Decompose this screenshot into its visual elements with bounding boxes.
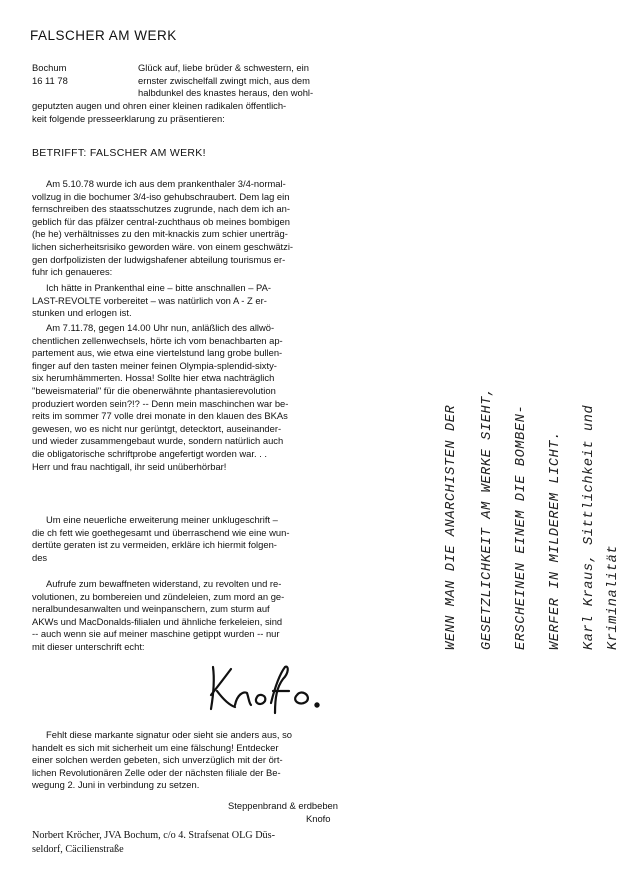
paragraph-2	[32, 282, 362, 320]
quote-line: WENN MAN DIE ANARCHISTEN DER	[444, 404, 459, 650]
quote-line: GESETZLICHKEIT AM WERKE SIEHT,	[480, 387, 495, 650]
continuation-line: geputzten augen und ohren einer kleinen radikalen öffentlich-	[32, 100, 287, 111]
header-city: Bochum	[32, 62, 67, 73]
paragraph-line: finger auf den tasten meiner feinen Olympia-splendid-sixty-	[32, 359, 277, 371]
paragraph-line: stunken und erlogen ist.	[32, 307, 132, 319]
paragraph-line: gewesen, wo es nicht nur gerüntgt, detecktort, auseinander-	[32, 422, 282, 434]
greeting-line: halbdunkel des knastes heraus, den wohl-	[138, 87, 314, 99]
sender-address	[32, 829, 275, 856]
address-line: seldorf, Cäcilienstraße	[32, 843, 124, 855]
paragraph-line: (he he) verhältnisses zu den mit-knackis zum schier unerträg-	[32, 228, 288, 240]
paragraph-line: des	[32, 551, 48, 563]
quote-line: ERSCHEINEN EINEM DIE BOMBEN-	[514, 404, 529, 650]
paragraph-line: LAST-REVOLTE vorbereitet – was natürlich von A - Z er-	[32, 294, 267, 306]
paragraph-line: gen dorfpolizisten der ludwigshafener abteilung tourismus er-	[32, 253, 286, 265]
paragraph-line: partement aus, wie etwa eine viertelstund lang grobe bullen-	[32, 347, 283, 359]
paragraph-line: neralbundesanwalten und weinpanschern, zum sturm auf	[32, 603, 270, 615]
paragraph-line: Fehlt diese markante signatur oder sieht sie anders aus, so	[46, 729, 292, 740]
paragraph-line: die ch fett wie goethegesamt und überraschend wie eine wun-	[32, 526, 290, 538]
paragraph-line: fuhr ich genaueres:	[32, 266, 113, 278]
paragraph-line: Aufrufe zum bewaffneten widerstand, zu revolten und re-	[46, 578, 282, 589]
paragraph-line: reits im sommer 77 volle drei monate in den klauen des BKAs	[32, 410, 288, 422]
paragraph-line: fernschreiben des staatsschutzes zugrunde, nach dem ich an-	[32, 203, 290, 215]
header-date: 16 11 78	[32, 75, 68, 86]
address-line: Norbert Kröcher, JVA Bochum, c/o 4. Strafsenat OLG Düs-	[32, 830, 276, 841]
paragraph-line: lichen Revolutionären Zelle oder der nächsten filiale der Be-	[32, 766, 281, 778]
paragraph-line: die obligatorische schriftprobe angefertigt worden war. . .	[32, 447, 268, 459]
paragraph-3	[32, 322, 362, 473]
paragraph-line: Am 5.10.78 wurde ich aus dem prankenthaler 3/4-normal-	[46, 178, 286, 189]
paragraph-line: -- auch wenn sie auf meiner maschine getippt wurden -- nur	[32, 628, 280, 640]
paragraph-line: einer solchen werden gebeten, sich unverzüglich mit der ört-	[32, 754, 283, 766]
paragraph-line: vollzug in die bochumer 3/4-iso gehubschraubert. Dem lag ein	[32, 190, 290, 202]
greeting	[138, 62, 313, 100]
paragraph-4	[32, 514, 362, 564]
paragraph-line: und wieder zusammengebaut wurde, sondern natürlich auch	[32, 435, 284, 447]
paragraph-line: "beweismaterial" für die obenerwähnte phantasierevolution	[32, 384, 276, 396]
paragraph-line: geblich für das pfälzer central-zuchthaus ob meines bombigen	[32, 215, 290, 227]
continuation-line: keit folgende presseerklarung zu präsentieren:	[32, 112, 225, 124]
paragraph-line: Ich hätte in Prankenthal eine – bitte anschnallen – PA-	[46, 282, 271, 293]
paragraph-line: produziert worden sein?!? -- Denn mein maschinchen war be-	[32, 397, 289, 409]
paragraph-line: volutionen, zu bombereien und zündeleien, zum mord an ge-	[32, 590, 285, 602]
quote-attribution: Kriminalität	[606, 544, 621, 650]
paragraph-line: chentlichen zellenwechsels, hörte ich vom benachbarten ap-	[32, 334, 283, 346]
paragraph-1	[32, 178, 362, 279]
paragraph-line: Um eine neuerliche erweiterung meiner unklugeschrift –	[46, 514, 278, 525]
quote-attribution: Karl Kraus, Sittlichkeit und	[582, 404, 597, 650]
greeting-continuation	[32, 100, 362, 125]
paragraph-line: Am 7.11.78, gegen 14.00 Uhr nun, anläßlich des allwö-	[46, 322, 275, 333]
closing-line: Steppenbrand & erdbeben	[228, 800, 338, 811]
closing-name: Knofo	[306, 813, 331, 824]
paragraph-line: six herumhämmerten. Hossa! Sollte hier etwa nachträglich	[32, 372, 275, 384]
paragraph-line: Herr und frau nachtigall, ihr seid unüberhörbar!	[32, 460, 227, 472]
paragraph-6	[32, 729, 362, 792]
paragraph-line: lichen sicherheitsrisiko geworden wäre. von einem geschwätzi-	[32, 240, 294, 252]
greeting-line: ernster zwischelfall zwingt mich, aus dem	[138, 74, 310, 86]
paragraph-line: AKWs und MacDonalds-filialen und ähnliche ferkeleien, sind	[32, 615, 283, 627]
subject-line: BETRIFFT: FALSCHER AM WERK!	[32, 147, 206, 159]
handwritten-signature	[205, 657, 335, 717]
document-title: FALSCHER AM WERK	[30, 28, 177, 43]
paragraph-line: dertüte geraten ist zu vermeiden, erkläre ich hiermit folgen-	[32, 539, 277, 551]
paragraph-line: handelt es sich mit sicherheit um eine fälschung! Entdecker	[32, 741, 279, 753]
quote-line: WERFER IN MILDEREM LICHT.	[548, 431, 563, 650]
paragraph-line: wegung 2. Juni in verbindung zu setzen.	[32, 779, 200, 791]
paragraph-line: mit dieser unterschrift echt:	[32, 640, 145, 652]
greeting-line: Glück auf, liebe brüder & schwestern, ein	[138, 62, 309, 73]
paragraph-5	[32, 578, 362, 654]
